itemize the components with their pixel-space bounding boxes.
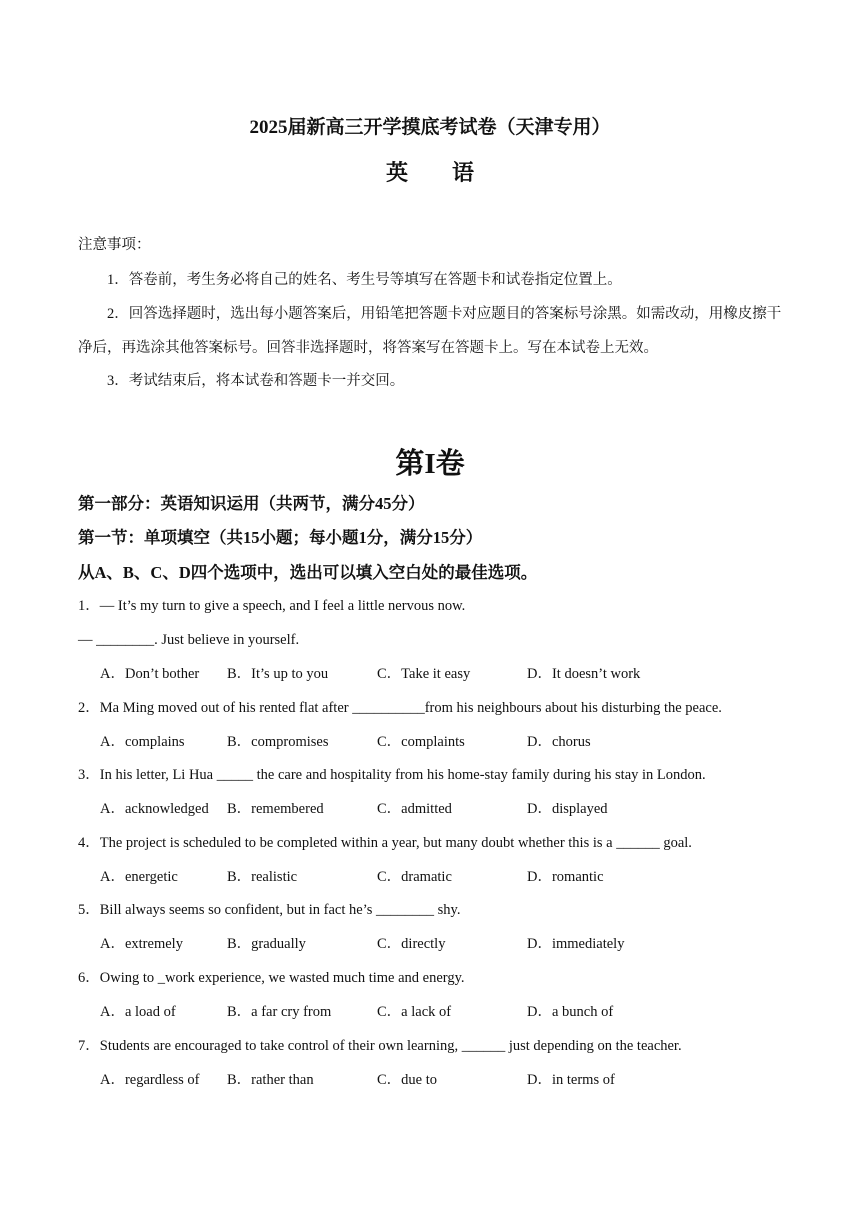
- option-a: A．complains: [100, 734, 185, 750]
- question-options: [100, 1070, 800, 1090]
- option-d: D．romantic: [527, 869, 604, 885]
- option-d: D．It doesn’t work: [527, 666, 641, 682]
- question-stem: 6．Owing to _work experience, we wasted much time and energy.: [78, 970, 465, 986]
- option-c: C．a lack of: [377, 1004, 452, 1020]
- option-b: B．a far cry from: [227, 1004, 332, 1020]
- option-d: D．displayed: [527, 801, 608, 817]
- question-options: [100, 1002, 800, 1022]
- option-d: D．chorus: [527, 734, 591, 750]
- option-d: D．in terms of: [527, 1072, 615, 1088]
- question-stem: 3．In his letter, Li Hua _____ the care and hospitality from his home-stay family during his stay in London.: [78, 767, 706, 783]
- option-c: C．directly: [377, 936, 446, 952]
- notice-item-2: 2．回答选择题时，选出每小题答案后，用铅笔把答题卡对应题目的答案标号涂黑。如需改动，用橡皮擦干净后，再选涂其他答案标号。回答非选择题时，将答案写在答题卡上。写在本试卷上无效。: [78, 306, 782, 356]
- question-stem: 5．Bill always seems so confident, but in fact he’s ________ shy.: [78, 902, 461, 918]
- notice-label: 注意事项：: [78, 237, 151, 253]
- option-b: B．gradually: [227, 936, 306, 952]
- question-options: [100, 934, 800, 954]
- exam-subject: 英语: [385, 160, 518, 185]
- option-c: C．dramatic: [377, 869, 452, 885]
- option-a: A．extremely: [100, 936, 183, 952]
- exam-title: 2025届新高三开学摸底考试卷（天津专用）: [249, 117, 611, 138]
- section-heading: 第一节：单项填空（共15小题；每小题1分，满分15分）: [78, 528, 483, 547]
- option-a: A．a load of: [100, 1004, 176, 1020]
- option-d: D．immediately: [527, 936, 625, 952]
- volume-heading: 第I卷: [395, 448, 465, 480]
- option-c: C．admitted: [377, 801, 452, 817]
- option-b: B．remembered: [227, 801, 324, 817]
- option-d: D．a bunch of: [527, 1004, 614, 1020]
- question-options: [100, 664, 800, 684]
- question-options: [100, 867, 800, 887]
- option-c: C．Take it easy: [377, 666, 471, 682]
- question-options: [100, 732, 800, 752]
- option-a: A．Don’t bother: [100, 666, 200, 682]
- option-c: C．complaints: [377, 734, 465, 750]
- question-stem: 1．— It’s my turn to give a speech, and I feel a little nervous now.: [78, 598, 466, 614]
- notice-item-3: 3．考试结束后，将本试卷和答题卡一并交回。: [107, 373, 405, 389]
- question-stem: 2．Ma Ming moved out of his rented flat after __________from his neighbours about his disturbing the peace.: [78, 700, 722, 716]
- option-b: B．realistic: [227, 869, 298, 885]
- notice-item-1: 1．答卷前，考生务必将自己的姓名、考生号等填写在答题卡和试卷指定位置上。: [107, 272, 622, 288]
- option-b: B．It’s up to you: [227, 666, 329, 682]
- question-stem-reply: — ________. Just believe in yourself.: [78, 632, 300, 648]
- instruction-text: 从A、B、C、D四个选项中，选出可以填入空白处的最佳选项。: [78, 563, 538, 582]
- option-a: A．energetic: [100, 869, 178, 885]
- option-b: B．compromises: [227, 734, 329, 750]
- part-heading: 第一部分：英语知识运用（共两节，满分45分）: [78, 494, 425, 513]
- question-stem: 4．The project is scheduled to be completed within a year, but many doubt whether this is a ______ goal.: [78, 835, 692, 851]
- option-a: A．regardless of: [100, 1072, 200, 1088]
- option-c: C．due to: [377, 1072, 438, 1088]
- question-stem: 7．Students are encouraged to take control of their own learning, ______ just depending on the teacher.: [78, 1038, 682, 1054]
- option-a: A．acknowledged: [100, 801, 209, 817]
- option-b: B．rather than: [227, 1072, 314, 1088]
- question-options: [100, 799, 800, 819]
